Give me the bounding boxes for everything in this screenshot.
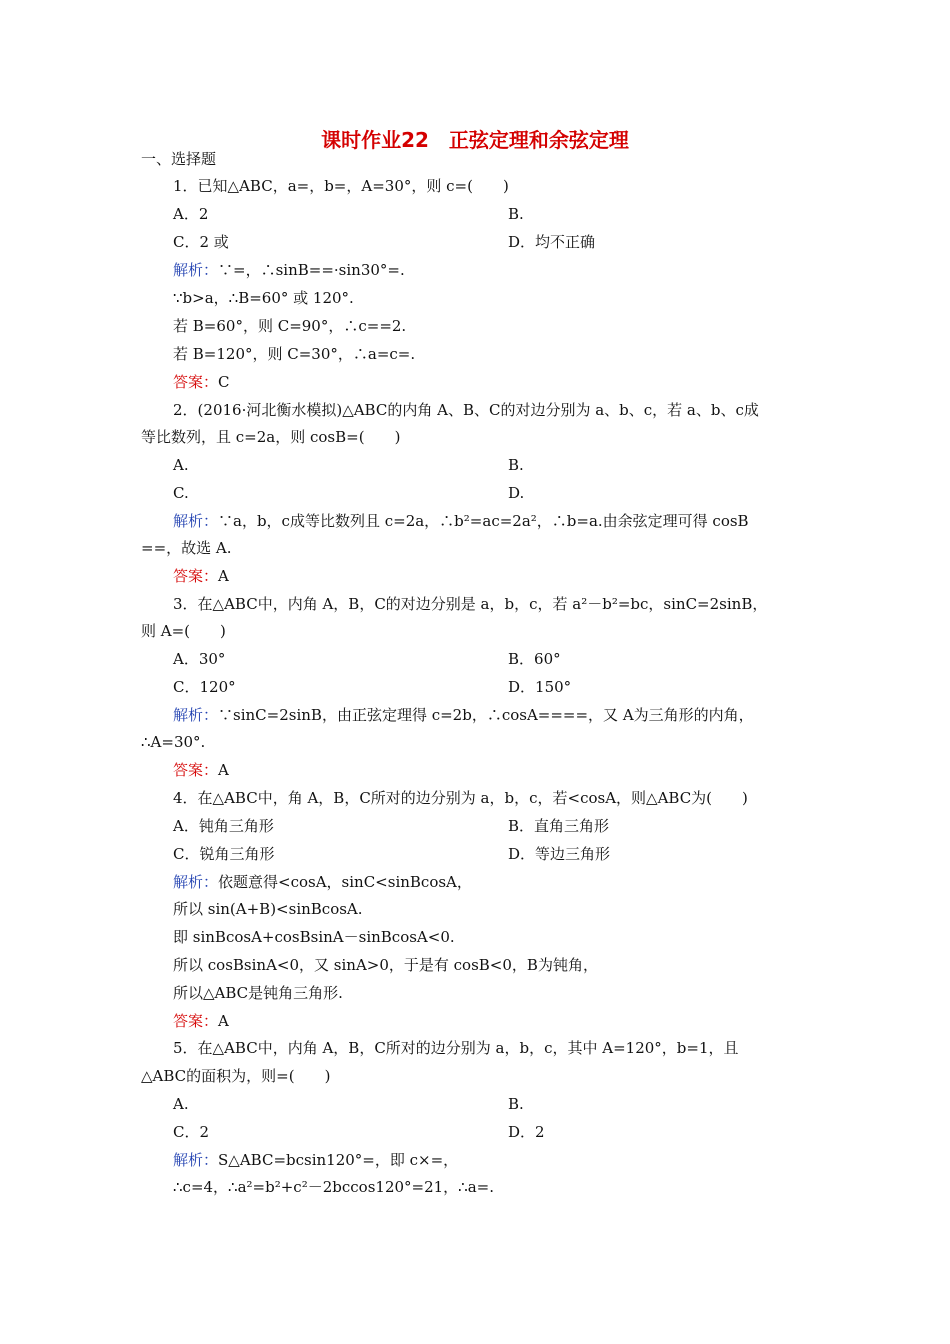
answer-label: 答案： — [173, 1012, 219, 1030]
solution-text: 依题意得<cosA，sinC<sinBcosA， — [218, 873, 472, 891]
solution-text: ∵=，∴sinB==·sin30°=. — [218, 261, 405, 279]
question-3-stem-continued: 则 A=( ) — [141, 622, 226, 640]
solution-text: ∵a，b，c成等比数列且 c=2a，∴b²=ac=2a²，∴b=a.由余弦定理可得 cosB — [218, 512, 749, 530]
page-title: 课时作业22 正弦定理和余弦定理 — [321, 128, 629, 152]
question-4-solution-line: 所以 cosBsinA<0，又 sinA>0，于是有 cosB<0，B为钝角， — [173, 956, 598, 974]
question-1-option-c: C．2 或 — [173, 233, 229, 251]
question-3-option-a: A．30° — [173, 650, 226, 668]
question-5-solution-line: ∴c=4，∴a²=b²+c²－2bccos120°=21，∴a=. — [173, 1178, 495, 1196]
question-5-solution-line — [173, 1150, 458, 1170]
question-1-answer — [173, 372, 230, 392]
answer-label: 答案： — [173, 761, 219, 779]
question-1-option-a: A．2 — [173, 205, 209, 223]
question-4-solution-line: 所以△ABC是钝角三角形. — [173, 984, 343, 1002]
question-2-option-d: D. — [508, 484, 525, 502]
question-5-option-a: A. — [173, 1095, 189, 1113]
question-1-solution-line: 若 B=60°，则 C=90°，∴c==2. — [173, 317, 407, 335]
answer-label: 答案： — [173, 567, 219, 585]
solution-label: 解析： — [173, 1151, 219, 1169]
question-2-option-c: C. — [173, 484, 189, 502]
question-2-option-a: A. — [173, 456, 189, 474]
question-1-solution-line — [173, 260, 405, 280]
question-1-stem: 1．已知△ABC，a=，b=，A=30°，则 c=( ) — [173, 177, 509, 195]
question-2-solution-line — [173, 511, 749, 531]
question-5-stem: 5．在△ABC中，内角 A，B，C所对的边分别为 a，b，c，其中 A=120°，b=1，且 — [173, 1039, 739, 1057]
question-3-stem: 3．在△ABC中，内角 A，B，C的对边分别是 a，b，c，若 a²－b²=bc，sinC=2sinB， — [173, 595, 768, 613]
solution-label: 解析： — [173, 873, 219, 891]
question-5-option-b: B. — [508, 1095, 524, 1113]
question-3-option-d: D．150° — [508, 678, 572, 696]
section-heading: 一、选择题 — [141, 150, 217, 168]
question-4-answer — [173, 1011, 229, 1031]
question-4-option-b: B．直角三角形 — [508, 817, 610, 835]
answer-value: A — [218, 567, 229, 585]
question-5-option-c: C．2 — [173, 1123, 210, 1141]
question-1-option-d: D．均不正确 — [508, 233, 596, 251]
solution-label: 解析： — [173, 261, 219, 279]
question-2-solution-line: ==，故选 A. — [141, 539, 232, 557]
question-4-stem: 4．在△ABC中，角 A，B，C所对的边分别为 a，b，c，若<cosA，则△ABC为( ) — [173, 789, 748, 807]
solution-label: 解析： — [173, 706, 219, 724]
question-3-option-b: B．60° — [508, 650, 561, 668]
question-2-option-b: B. — [508, 456, 524, 474]
answer-value: A — [218, 761, 229, 779]
question-5-option-d: D．2 — [508, 1123, 545, 1141]
question-1-solution-line: 若 B=120°，则 C=30°，∴a=c=. — [173, 345, 416, 363]
answer-label: 答案： — [173, 373, 219, 391]
question-3-solution-line — [173, 705, 754, 725]
question-4-solution-line: 所以 sin(A+B)<sinBcosA. — [173, 900, 363, 918]
question-4-solution-line: 即 sinBcosA+cosBsinA－sinBcosA<0. — [173, 928, 455, 946]
question-2-stem-continued: 等比数列，且 c=2a，则 cosB=( ) — [141, 428, 401, 446]
question-3-answer — [173, 760, 229, 780]
question-2-stem: 2．(2016·河北衡水模拟)△ABC的内角 A、B、C的对边分别为 a、b、c，若 a、b、c成 — [173, 401, 759, 419]
question-2-answer — [173, 566, 229, 586]
solution-text: ∵sinC=2sinB，由正弦定理得 c=2b，∴cosA====，又 A为三角形的内角， — [218, 706, 754, 724]
question-4-solution-line — [173, 872, 472, 892]
question-4-option-d: D．等边三角形 — [508, 845, 611, 863]
question-4-option-a: A．钝角三角形 — [173, 817, 274, 835]
answer-value: C — [218, 373, 230, 391]
question-3-solution-line: ∴A=30°. — [141, 733, 206, 751]
question-3-option-c: C．120° — [173, 678, 236, 696]
solution-label: 解析： — [173, 512, 219, 530]
answer-value: A — [218, 1012, 229, 1030]
question-5-stem-continued: △ABC的面积为，则=( ) — [141, 1067, 331, 1085]
question-1-solution-line: ∵b>a，∴B=60° 或 120°. — [173, 289, 354, 307]
solution-text: S△ABC=bcsin120°=，即 c×=， — [218, 1151, 459, 1169]
question-4-option-c: C．锐角三角形 — [173, 845, 275, 863]
question-1-option-b: B. — [508, 205, 524, 223]
